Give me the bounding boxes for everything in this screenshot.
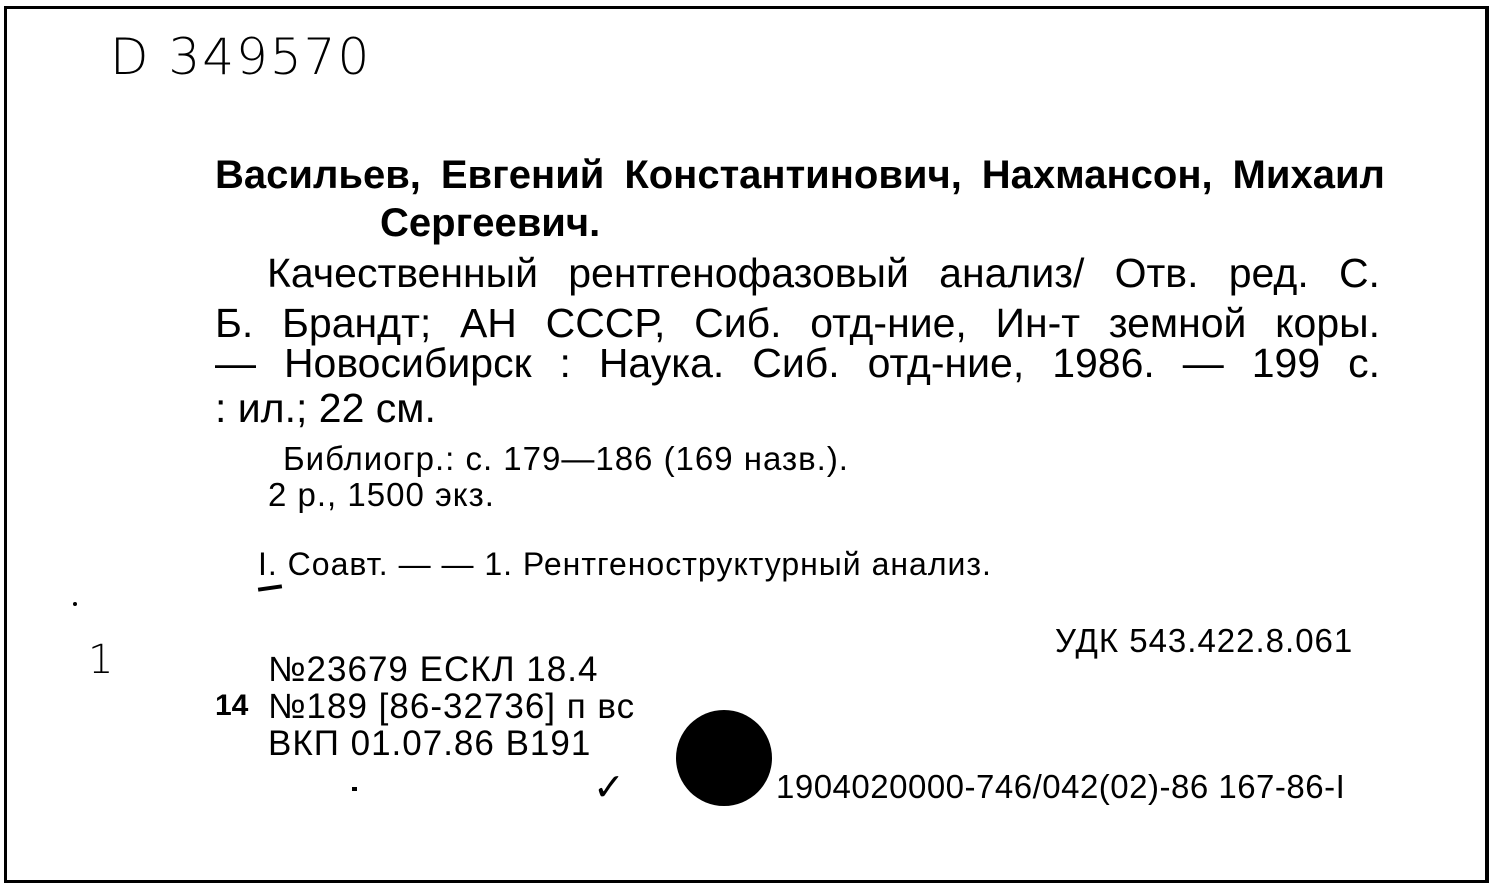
author-word: Михаил bbox=[1232, 153, 1385, 197]
title-word: отд-ние, bbox=[867, 340, 1025, 386]
title-word: с. bbox=[1348, 340, 1380, 386]
title-word: С. bbox=[1338, 250, 1380, 296]
ink-dot bbox=[352, 787, 357, 791]
price-note: 2 р., 1500 экз. bbox=[268, 476, 495, 513]
title-word: коры. bbox=[1275, 300, 1380, 346]
handwritten-call-number: D 349570 bbox=[110, 28, 372, 86]
title-line-2 bbox=[215, 300, 1380, 346]
title-word: Ин-т bbox=[995, 300, 1081, 346]
punch-hole bbox=[676, 710, 772, 806]
title-word: Наука. bbox=[598, 340, 725, 386]
title-word: ред. bbox=[1228, 250, 1309, 296]
title-word: Б. bbox=[215, 300, 254, 346]
udk-classification: УДК 543.422.8.061 bbox=[1055, 622, 1354, 659]
subject-headings: I. Соавт. — — 1. Рентгеноструктурный анализ. bbox=[258, 546, 992, 582]
author-word: Евгений bbox=[440, 153, 605, 197]
title-word: АН bbox=[459, 300, 517, 346]
title-word: Новосибирск bbox=[283, 340, 532, 386]
title-word: 199 bbox=[1251, 340, 1321, 386]
title-word: — bbox=[1182, 340, 1224, 386]
check-mark-icon: ✓ bbox=[593, 765, 625, 809]
title-word: отд-ние, bbox=[810, 300, 967, 346]
author-word: Нахмансон, bbox=[981, 153, 1213, 197]
title-word: рентгенофазовый bbox=[568, 250, 909, 296]
handwritten-mark: 1 bbox=[88, 637, 114, 683]
ink-dot bbox=[73, 602, 77, 606]
title-line-3 bbox=[215, 340, 1380, 386]
authors-line bbox=[215, 155, 1385, 195]
registry-number-2: №189 [86-32736] п вс bbox=[268, 687, 636, 726]
title-word: Качественный bbox=[267, 250, 539, 296]
registry-number-1: №23679 ЕСКЛ 18.4 bbox=[268, 650, 599, 689]
title-line-1 bbox=[215, 250, 1380, 296]
bibliography-note: Библиогр.: с. 179—186 (169 назв.). bbox=[283, 440, 849, 477]
registry-number-3: ВКП 01.07.86 В191 bbox=[268, 724, 592, 763]
catalog-code: 1904020000-746/042(02)-86 167-86-I bbox=[776, 768, 1346, 805]
title-word: 1986. bbox=[1052, 340, 1155, 386]
title-word: земной bbox=[1108, 300, 1247, 346]
author-word: Константинович, bbox=[624, 153, 962, 197]
title-word: Брандт; bbox=[282, 300, 432, 346]
title-line-4: : ил.; 22 см. bbox=[215, 385, 436, 431]
title-word: : bbox=[559, 340, 571, 386]
title-word: СССР, bbox=[545, 300, 666, 346]
title-word: анализ/ bbox=[939, 250, 1085, 296]
registry-prefix: 14 bbox=[215, 689, 249, 722]
title-word: Отв. bbox=[1114, 250, 1199, 296]
title-word: — bbox=[215, 340, 256, 386]
title-word: Сиб. bbox=[694, 300, 782, 346]
title-word: Сиб. bbox=[752, 340, 840, 386]
authors-line-continued: Сергеевич. bbox=[380, 201, 601, 245]
author-word: Васильев, bbox=[215, 153, 421, 197]
